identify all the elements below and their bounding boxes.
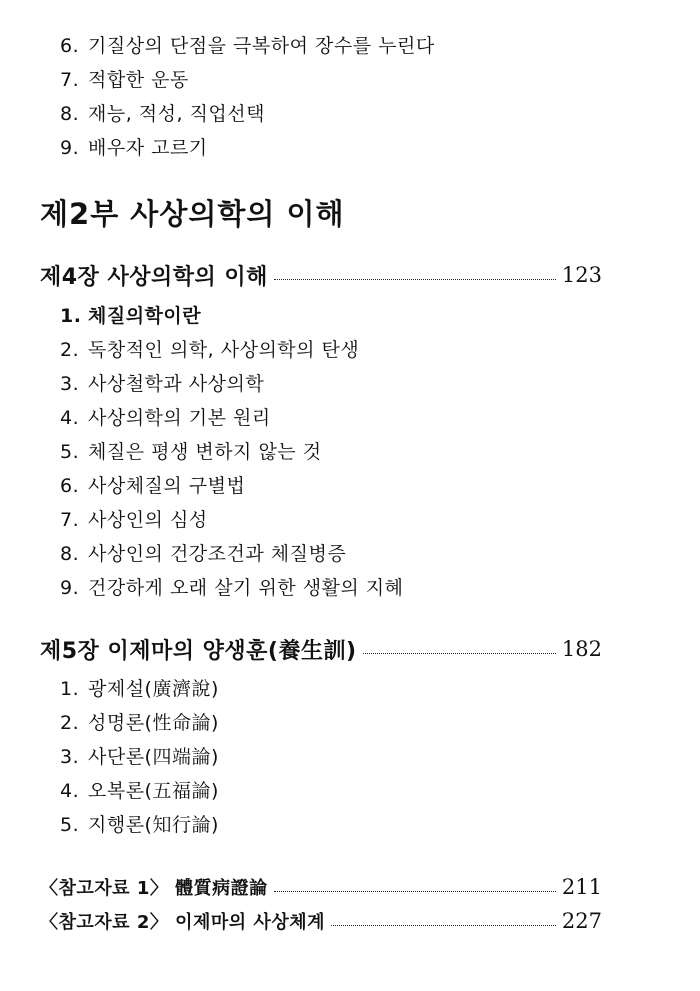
chapter-title: 제4장 사상의학의 이해 [40,264,268,290]
item-number: 4. [60,407,80,429]
item-text: 사상인의 건강조건과 체질병증 [88,543,347,565]
toc-item [60,812,219,838]
item-number: 8. [60,543,80,565]
toc-item [60,101,265,127]
chapter-title: 제5장 이제마의 양생훈(養生訓) [40,638,357,664]
item-number: 1. [60,305,82,327]
item-number: 4. [60,780,80,802]
item-text: 건강하게 오래 살기 위한 생활의 지혜 [88,577,404,599]
reference-title: 〈참고자료 1〉 體質病證論 [40,878,268,899]
item-number: 9. [60,577,80,599]
item-text: 오복론(五福論) [88,780,219,802]
item-number: 2. [60,339,80,361]
dot-leader [363,653,556,654]
item-text: 재능, 적성, 직업선택 [88,103,265,125]
item-number: 7. [60,509,80,531]
toc-item [60,303,201,329]
chapter-5-heading [40,634,602,664]
reference-title: 〈참고자료 2〉 이제마의 사상체계 [40,912,325,933]
reference-page-number: 211 [561,875,602,899]
item-text: 체질의학이란 [88,305,202,327]
toc-item [60,67,189,93]
toc-item [60,744,219,770]
toc-item [60,439,322,465]
item-text: 지행론(知行論) [88,814,219,836]
toc-item [60,507,208,533]
part-title: 제2부 사상의학의 이해 [40,197,345,231]
item-text: 사단론(四端論) [88,746,219,768]
item-number: 1. [60,678,80,700]
toc-item [60,473,245,499]
reference-page-number: 227 [561,909,602,933]
dot-leader [274,279,556,280]
item-text: 성명론(性命論) [88,712,219,734]
item-text: 사상인의 심성 [88,509,208,531]
toc-item [60,337,359,363]
item-text: 기질상의 단점을 극복하여 장수를 누린다 [88,35,435,57]
toc-item [60,710,219,736]
item-number: 8. [60,103,80,125]
item-number: 6. [60,35,80,57]
toc-item [60,541,346,567]
toc-item [60,676,219,702]
item-text: 사상철학과 사상의학 [88,373,265,395]
toc-item [60,575,404,601]
dot-leader [274,891,556,892]
item-text: 적합한 운동 [88,69,189,91]
item-text: 사상체질의 구별법 [88,475,246,497]
item-text: 배우자 고르기 [88,137,208,159]
reference-entry [40,872,602,902]
reference-entry [40,906,602,936]
chapter-page-number: 182 [561,637,602,661]
item-number: 3. [60,746,80,768]
toc-item [60,33,435,59]
item-number: 9. [60,137,80,159]
toc-item [60,405,271,431]
item-number: 3. [60,373,80,395]
item-number: 5. [60,814,80,836]
item-number: 5. [60,441,80,463]
item-text: 광제설(廣濟說) [88,678,219,700]
item-number: 6. [60,475,80,497]
toc-item [60,778,219,804]
chapter-4-heading [40,260,602,290]
chapter-page-number: 123 [561,263,602,287]
toc-item [60,371,264,397]
item-text: 사상의학의 기본 원리 [88,407,271,429]
toc-item [60,135,208,161]
item-number: 7. [60,69,80,91]
item-number: 2. [60,712,80,734]
item-text: 체질은 평생 변하지 않는 것 [88,441,322,463]
dot-leader [331,925,556,926]
item-text: 독창적인 의학, 사상의학의 탄생 [88,339,360,361]
